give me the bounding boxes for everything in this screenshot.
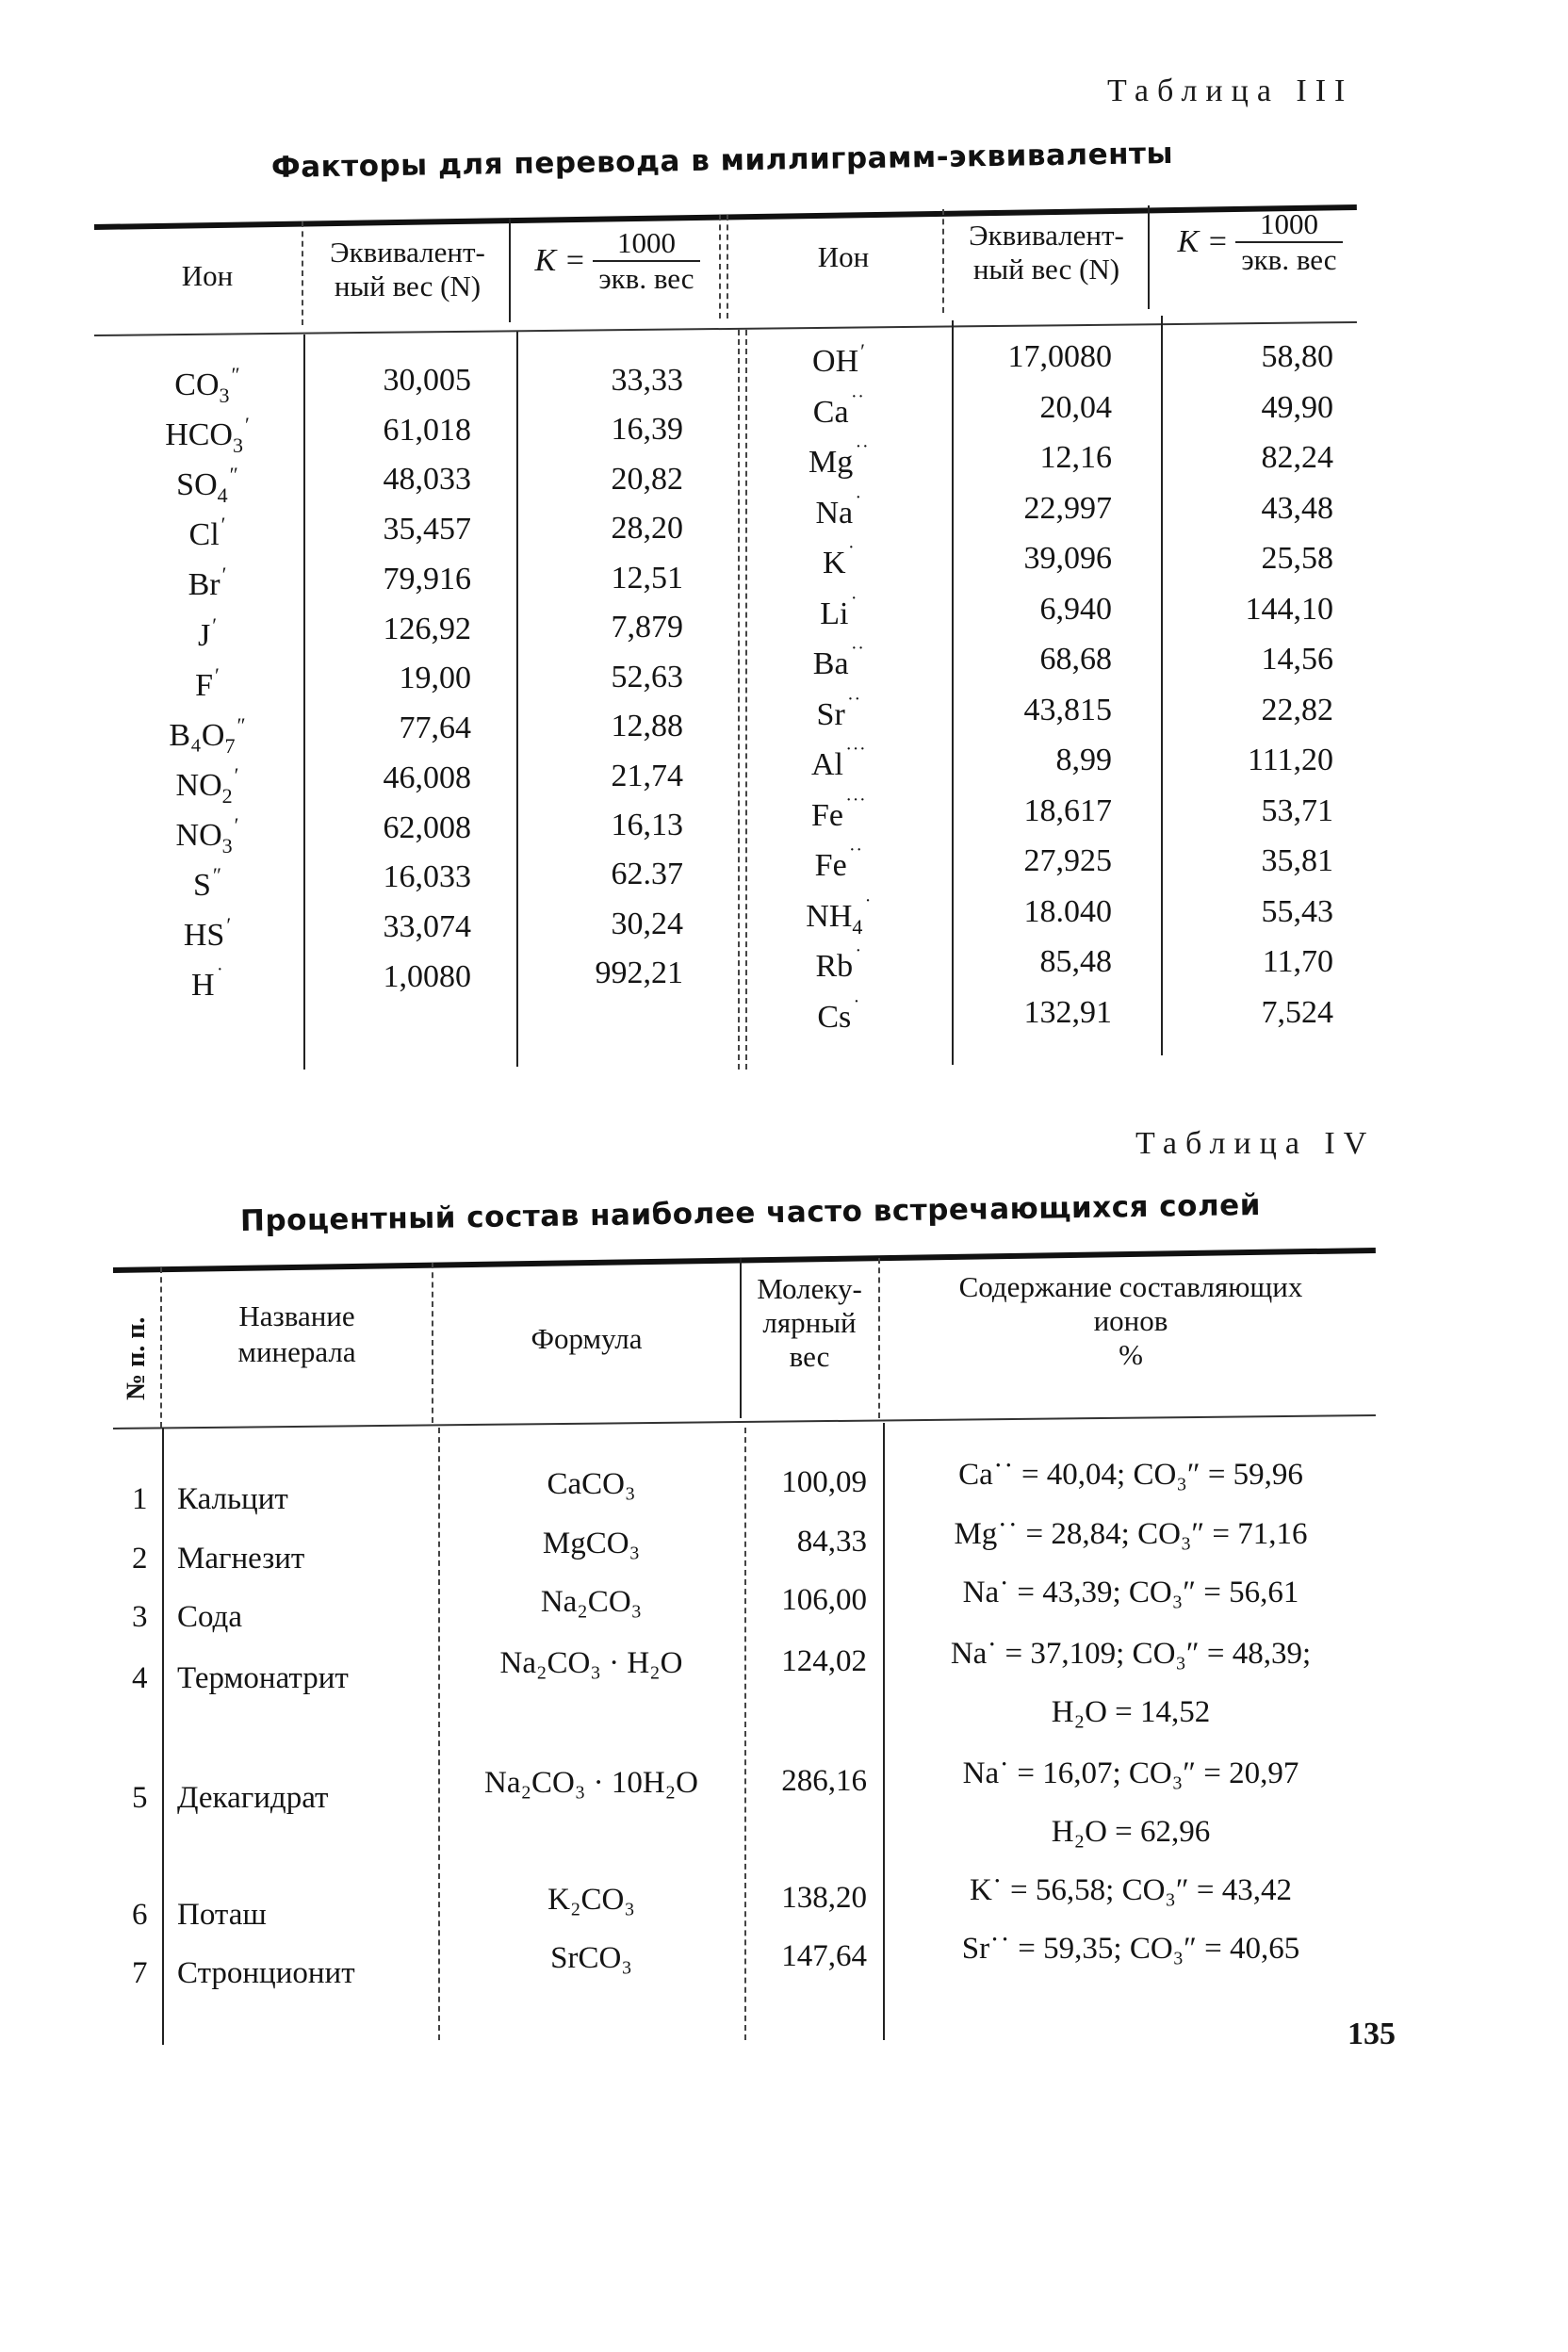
row-number: 3 xyxy=(132,1600,148,1634)
k-factor-cell: 62.37 xyxy=(611,857,683,892)
ion-charge: ˙˙ xyxy=(848,843,863,867)
table4-label: Таблица IV xyxy=(1135,1126,1376,1161)
ion-cell xyxy=(773,793,905,834)
ion-cell xyxy=(141,663,273,704)
k-factor-cell: 55,43 xyxy=(1261,893,1333,929)
ion-charge: ′ xyxy=(226,913,232,938)
header-name-line2: минерала xyxy=(237,1335,356,1368)
equivalent-weight-cell: 77,64 xyxy=(399,710,471,746)
k-factor-cell: 43,48 xyxy=(1261,490,1333,526)
table4-title: Процентный состав наиболее часто встречающихся солей xyxy=(239,1187,1262,1238)
divider xyxy=(516,332,518,1067)
formula-cell: CaCO₃ xyxy=(547,1467,636,1501)
ion-cell xyxy=(773,491,905,531)
mineral-name: Стронционит xyxy=(177,1956,355,1990)
molecular-weight-cell: 106,00 xyxy=(781,1583,867,1617)
k-factor-cell: 35,81 xyxy=(1261,843,1333,878)
header-equiv-line1: Эквивалент- xyxy=(330,236,485,269)
k-factor-cell: 30,24 xyxy=(611,906,683,941)
header-name-line1: Название xyxy=(238,1299,355,1332)
ion-subscript: 3 xyxy=(232,433,243,457)
ion-charge: ′ xyxy=(215,662,220,687)
equivalent-weight-cell: 33,074 xyxy=(383,909,471,945)
ion-subscript: 4 xyxy=(217,482,228,507)
ion-cell xyxy=(773,592,905,632)
ion-symbol: H xyxy=(191,968,215,1004)
page-number: 135 xyxy=(1348,2017,1396,2051)
ion-subscript: 3 xyxy=(219,383,230,407)
formula-cell: Na₂CO₃ · H₂O xyxy=(499,1646,683,1680)
ion-symbol: NO xyxy=(175,817,222,853)
ion-cell xyxy=(141,613,273,654)
ion-content-line: Na˙ = 43,39; CO₃″ = 56,61 xyxy=(962,1576,1299,1609)
ion-subscript: 3 xyxy=(221,833,233,858)
ion-cell xyxy=(141,913,273,954)
ion-symbol: Ba xyxy=(812,646,849,681)
k-factor-cell: 22,82 xyxy=(1261,692,1333,727)
ion-symbol: S xyxy=(192,868,211,903)
formula-cell: SrCO₃ xyxy=(550,1941,632,1975)
ion-symbol: NH xyxy=(806,898,853,934)
ion-charge: ˙ xyxy=(850,591,858,615)
k-factor-cell: 49,90 xyxy=(1261,389,1333,425)
molecular-weight-cell: 100,09 xyxy=(781,1465,867,1499)
k-factor-cell: 16,39 xyxy=(611,412,683,448)
ion-cell xyxy=(773,843,905,884)
ion-cell xyxy=(141,463,273,508)
header-content-line3: % xyxy=(1119,1338,1143,1371)
equivalent-weight-cell: 12,16 xyxy=(1039,440,1112,475)
row-number: 4 xyxy=(132,1661,148,1695)
ion-charge: ′ xyxy=(234,812,239,837)
ion-symbol: OH xyxy=(812,344,859,379)
equivalent-weight-cell: 85,48 xyxy=(1039,944,1112,979)
k-factor-cell: 111,20 xyxy=(1248,743,1333,777)
ion-cell xyxy=(773,693,905,733)
divider xyxy=(738,330,747,1070)
ion-cell xyxy=(773,390,905,431)
divider xyxy=(509,219,511,322)
ion-charge: ′ xyxy=(221,563,227,587)
k-factor-cell: 20,82 xyxy=(611,461,683,497)
row-number: 2 xyxy=(132,1542,148,1576)
k-factor-cell: 58,80 xyxy=(1261,339,1333,374)
ion-charge: ˙ xyxy=(216,963,223,988)
divider xyxy=(883,1423,885,2040)
divider xyxy=(162,1428,164,2045)
ion-cell xyxy=(773,642,905,682)
equivalent-weight-cell: 17,0080 xyxy=(1007,339,1112,374)
header-ion-right: Ион xyxy=(817,240,870,273)
ion-cell xyxy=(141,363,273,408)
ion-cell xyxy=(773,541,905,581)
ion-charge: ˙˙ xyxy=(846,692,861,716)
formula-cell: Na₂CO₃ · 10H₂O xyxy=(484,1766,698,1800)
k-factor-cell: 28,20 xyxy=(611,511,683,547)
ion-cell xyxy=(141,413,273,458)
molecular-weight-cell: 84,33 xyxy=(796,1525,867,1559)
equivalent-weight-cell: 20,04 xyxy=(1039,389,1112,425)
divider xyxy=(303,335,305,1070)
ion-charge: ˙ xyxy=(853,994,860,1019)
equivalent-weight-cell: 62,008 xyxy=(383,809,471,845)
ion-charge: ˙ xyxy=(864,893,872,918)
equivalent-weight-cell: 19,00 xyxy=(399,661,471,696)
k-denominator: экв. вес xyxy=(598,262,694,295)
divider xyxy=(302,221,303,325)
ion-cell xyxy=(773,339,905,380)
k-factor-cell: 12,88 xyxy=(611,709,683,744)
ion-content-line: Ca˙˙ = 40,04; CO₃″ = 59,96 xyxy=(958,1458,1303,1492)
equivalent-weight-cell: 30,005 xyxy=(383,363,471,398)
ion-symbol: Li xyxy=(820,596,849,631)
ion-charge: ˙ xyxy=(855,490,862,514)
ion-symbol: Rb xyxy=(815,949,854,984)
header-k-right xyxy=(1152,207,1368,277)
ion-content-line: K˙ = 56,58; CO₃″ = 43,42 xyxy=(969,1873,1293,1907)
header-content-line2: ионов xyxy=(1093,1304,1168,1337)
divider xyxy=(1161,316,1163,1055)
ion-cell xyxy=(141,763,273,808)
k-factor-cell: 12,51 xyxy=(611,560,683,596)
header-formula: Формула xyxy=(531,1322,643,1355)
header-content-line1: Содержание составляющих xyxy=(958,1270,1303,1303)
header-number: № п. п. xyxy=(122,1316,151,1400)
equivalent-weight-cell: 18.040 xyxy=(1023,893,1112,929)
formula-cell: MgCO₃ xyxy=(542,1527,641,1560)
ion-charge: ′ xyxy=(220,513,226,537)
equivalent-weight-cell: 35,457 xyxy=(383,512,471,547)
k-factor-cell: 144,10 xyxy=(1245,591,1333,627)
equivalent-weight-cell: 39,096 xyxy=(1023,541,1112,576)
ion-cell xyxy=(773,944,905,985)
row-number: 6 xyxy=(132,1898,148,1932)
equivalent-weight-cell: 1,0080 xyxy=(383,958,471,994)
ion-charge: ′ xyxy=(212,612,218,637)
k-denominator: экв. вес xyxy=(1241,243,1337,276)
header-mw-line2: лярный xyxy=(762,1306,857,1339)
ion-symbol: Br xyxy=(188,567,220,603)
ion-symbol: NO xyxy=(175,767,222,803)
ion-charge: ″ xyxy=(212,863,222,887)
equivalent-weight-cell: 132,91 xyxy=(1023,994,1112,1030)
ion-symbol: HCO xyxy=(165,417,233,453)
header-mw-line1: Молеку- xyxy=(757,1272,862,1305)
k-fraction xyxy=(1235,207,1342,277)
divider xyxy=(878,1258,880,1418)
ion-charge: ˙˙ xyxy=(850,642,865,665)
ion-symbol: Sr xyxy=(816,696,845,732)
divider xyxy=(740,1258,742,1418)
header-ion-content xyxy=(886,1270,1376,1372)
divider xyxy=(1148,205,1150,309)
ion-symbol: SO xyxy=(176,467,218,503)
ion-cell xyxy=(773,440,905,481)
equivalent-weight-cell: 27,925 xyxy=(1023,843,1112,878)
ion-symbol: Ca xyxy=(812,394,849,430)
k-numerator: 1000 xyxy=(593,226,699,262)
divider xyxy=(952,320,954,1065)
ion-charge: ˙˙˙ xyxy=(845,792,866,817)
formula-cell: Na₂CO₃ xyxy=(540,1585,643,1619)
k-factor-cell: 25,58 xyxy=(1261,541,1333,576)
k-factor-cell: 33,33 xyxy=(611,363,683,398)
k-symbol: K = xyxy=(534,243,586,278)
ion-cell xyxy=(141,563,273,603)
formula-cell: K₂CO₃ xyxy=(547,1883,635,1917)
equivalent-weight-cell: 46,008 xyxy=(383,760,471,795)
ion-charge: ′ xyxy=(234,762,239,787)
mineral-name: Магнезит xyxy=(177,1542,305,1576)
ion-content-line: H₂O = 14,52 xyxy=(1051,1695,1211,1729)
header-equiv-line2: ный вес (N) xyxy=(972,253,1120,286)
ion-content-line: Na˙ = 16,07; CO₃″ = 20,97 xyxy=(962,1756,1299,1790)
row-number: 7 xyxy=(132,1956,148,1990)
table3-label: Таблица III xyxy=(1107,74,1354,108)
k-factor-cell: 21,74 xyxy=(611,758,683,793)
k-factor-cell: 7,879 xyxy=(611,610,683,645)
ion-cell xyxy=(141,513,273,553)
equivalent-weight-cell: 22,997 xyxy=(1023,490,1112,526)
molecular-weight-cell: 147,64 xyxy=(781,1939,867,1973)
ion-cell xyxy=(773,894,905,939)
equivalent-weight-cell: 48,033 xyxy=(383,462,471,498)
row-number: 5 xyxy=(132,1781,148,1815)
ion-cell xyxy=(141,813,273,858)
ion-cell xyxy=(141,963,273,1004)
row-number: 1 xyxy=(132,1482,148,1516)
ion-symbol: HS xyxy=(183,918,225,954)
table3-header-rule xyxy=(94,321,1357,336)
ion-cell xyxy=(773,743,905,783)
ion-symbol: Al xyxy=(811,747,843,782)
header-mw-line3: вес xyxy=(789,1340,830,1373)
k-factor-cell: 11,70 xyxy=(1262,944,1333,979)
ion-charge: ˙ xyxy=(855,944,862,968)
ion-symbol: Cl xyxy=(188,517,220,553)
ion-charge: ″ xyxy=(237,712,246,737)
divider xyxy=(160,1267,162,1428)
ion-cell xyxy=(773,995,905,1036)
equivalent-weight-cell: 16,033 xyxy=(383,859,471,895)
k-fraction xyxy=(593,226,699,296)
k-symbol: K = xyxy=(1177,224,1229,259)
molecular-weight-cell: 286,16 xyxy=(781,1764,867,1798)
equivalent-weight-cell: 43,815 xyxy=(1023,692,1112,727)
ion-symbol: K xyxy=(823,546,846,580)
ion-subscript: 4 xyxy=(852,914,863,939)
ion-symbol: Mg xyxy=(808,445,854,480)
k-factor-cell: 992,21 xyxy=(595,956,683,991)
k-factor-cell: 52,63 xyxy=(611,659,683,694)
k-factor-cell: 7,524 xyxy=(1261,994,1333,1030)
header-ion-left: Ион xyxy=(181,259,234,292)
k-factor-cell: 16,13 xyxy=(611,807,683,842)
table3-title: Факторы для перевода в миллиграмм-эквиваленты xyxy=(270,136,1174,185)
ion-symbol: B₄O xyxy=(169,717,225,753)
header-molecular-weight xyxy=(743,1272,876,1374)
k-factor-cell: 53,71 xyxy=(1261,792,1333,828)
equivalent-weight-cell: 8,99 xyxy=(1055,743,1112,777)
table4-top-rule xyxy=(113,1248,1376,1273)
k-factor-cell: 14,56 xyxy=(1261,642,1333,677)
mineral-name: Термонатрит xyxy=(177,1661,349,1695)
divider xyxy=(942,209,944,313)
ion-charge: ˙˙ xyxy=(850,389,865,414)
ion-symbol: Fe xyxy=(811,797,843,833)
ion-charge: ′ xyxy=(244,413,250,437)
equivalent-weight-cell: 79,916 xyxy=(383,561,471,596)
ion-content-line: Na˙ = 37,109; CO₃″ = 48,39; xyxy=(950,1637,1312,1671)
header-equiv-line1: Эквивалент- xyxy=(969,219,1124,252)
equivalent-weight-cell: 18,617 xyxy=(1023,792,1112,828)
molecular-weight-cell: 138,20 xyxy=(781,1881,867,1915)
mineral-name: Сода xyxy=(177,1600,242,1634)
mineral-name: Поташ xyxy=(177,1898,267,1932)
ion-symbol: CO xyxy=(174,368,220,402)
ion-content-line: H₂O = 62,96 xyxy=(1051,1815,1211,1849)
k-factor-cell: 82,24 xyxy=(1261,440,1333,475)
ion-charge: ′ xyxy=(860,339,865,363)
ion-content-line: Sr˙˙ = 59,35; CO₃″ = 40,65 xyxy=(961,1932,1300,1966)
header-equiv-left xyxy=(306,236,509,303)
molecular-weight-cell: 124,02 xyxy=(781,1644,867,1678)
ion-charge: ″ xyxy=(229,463,238,487)
equivalent-weight-cell: 68,68 xyxy=(1039,642,1112,677)
ion-symbol: Fe xyxy=(814,848,847,883)
equivalent-weight-cell: 61,018 xyxy=(383,412,471,448)
ion-symbol: J xyxy=(197,617,211,653)
header-mineral-name xyxy=(165,1298,429,1370)
ion-symbol: F xyxy=(195,667,214,703)
equivalent-weight-cell: 6,940 xyxy=(1039,591,1112,627)
ion-charge: ˙ xyxy=(847,541,855,564)
header-equiv-right xyxy=(945,219,1148,286)
ion-subscript: 2 xyxy=(221,783,233,808)
mineral-name: Декагидрат xyxy=(177,1781,329,1815)
header-k-left xyxy=(514,226,721,296)
ion-charge: ˙˙˙ xyxy=(845,743,866,766)
ion-symbol: Na xyxy=(815,495,854,531)
ion-cell xyxy=(141,713,273,759)
k-numerator: 1000 xyxy=(1235,207,1342,243)
ion-content-line: Mg˙˙ = 28,84; CO₃″ = 71,16 xyxy=(954,1517,1308,1551)
ion-symbol: Cs xyxy=(817,999,852,1035)
ion-subscript: 7 xyxy=(224,733,236,758)
ion-cell xyxy=(141,863,273,904)
ion-charge: ″ xyxy=(231,363,240,386)
header-equiv-line2: ный вес (N) xyxy=(334,270,482,302)
equivalent-weight-cell: 126,92 xyxy=(383,611,471,646)
ion-charge: ˙˙ xyxy=(855,440,869,464)
mineral-name: Кальцит xyxy=(177,1482,288,1516)
